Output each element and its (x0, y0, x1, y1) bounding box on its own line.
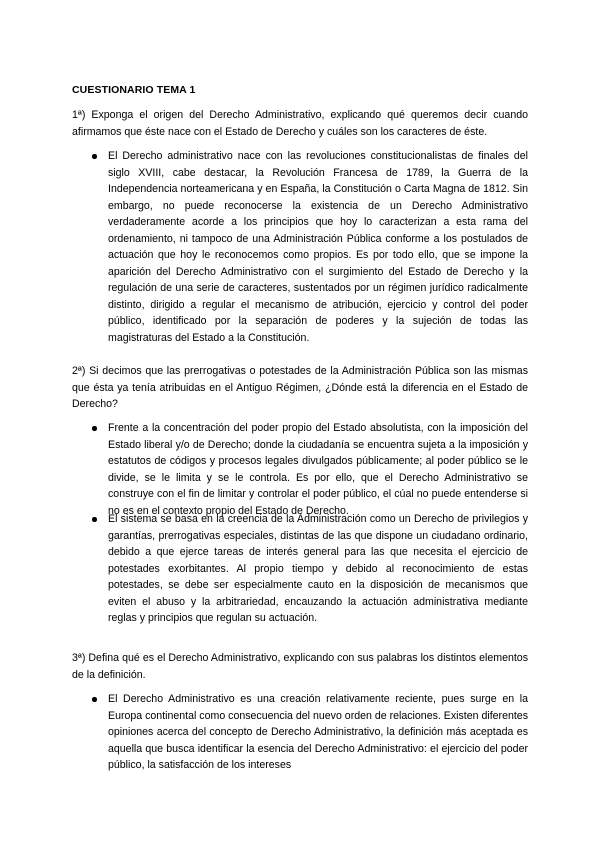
question-2: 2ª) Si decimos que las prerrogativas o potestades de la Administración Pública son las mismas que ésta ya tenía atribuidas en el Antiguo Régimen, ¿Dónde está la diferencia en el Estado de Derecho? (72, 365, 528, 410)
bullet-icon (92, 517, 97, 522)
question-1: 1ª) Exponga el origen del Derecho Administrativo, explicando qué queremos decir cuando afirmamos que éste nace con el Estado de Derecho y cuáles son los caracteres de éste. (72, 109, 528, 138)
bullet-icon (92, 154, 97, 159)
question-3: 3ª) Defina qué es el Derecho Administrativo, explicando con sus palabras los distintos elementos de la definición. (72, 652, 528, 681)
bullet-icon (92, 697, 97, 702)
bullet-text: El Derecho Administrativo es una creación relativamente reciente, pues surge en la Europa continental como consecuencia del nuevo orden de relaciones. Existen diferentes opiniones acerca del concepto de Derecho Administrativo, la definición más aceptada es aquella que busca identificar la esencia del Derecho Administrativo: el ejercicio del poder público, la satisfacción de los intereses (108, 693, 528, 771)
bullet-text: El Derecho administrativo nace con las revoluciones constitucionalistas de finales del siglo XVIII, cabe destacar, la Revolución Francesa de 1789, la Guerra de la Independencia norteamericana y en España, la Constitución o Carta Magna de 1812. Sin embargo, no puede reconocerse la existencia de un Derecho Administrativo verdaderamente acorde a los principios que hoy lo caracterizan a esta rama del ordenamiento, ni tampoco de una Administración Pública conforme a los postulados de actuación que hoy le reconocemos como propios. Es por todo ello, que se impone la aparición del Derecho Administrativo con el surgimiento del Estado de Derecho y la regulación de una serie de caracteres, sustentados por un régimen jurídico radicalmente distinto, dirigido a regular el mecanismo de atribución, ejercicio y control del poder público, identificado por la separación de poderes y la sujeción de todas las magistraturas del Estado a la Constitución. (108, 150, 528, 344)
bullet-text: El sistema se basa en la creencia de la Administración como un Derecho de privilegios y garantías, prerrogativas especiales, distintas de las que dispone un ciudadano ordinario, debido a que ejerce tareas de interés general para las que necesita el ejercicio de potestades exorbitantes. Al propio tiempo y debido al reconocimiento de estas potestades, se debe ser especialmente cauto en la disposición de mecanismos que eviten el abuso y la arbitrariedad, encauzando la actuación administrativa mediante reglas y principios que regulan su actuación. (108, 513, 528, 624)
bullet-icon (92, 426, 97, 431)
document-title: CUESTIONARIO TEMA 1 (72, 84, 196, 96)
bullet-text: Frente a la concentración del poder propio del Estado absolutista, con la imposición del Estado liberal y/o de Derecho; donde la ciudadanía se encuentra sujeta a la imposición y estatutos de códigos y procesos legales divulgados públicamente; al poder público se le divide, se le limita y se le controla. Es por ello, que el Derecho Administrativo se construye con el fin de limitar y controlar el poder público, el cúal no puede entenderse si no es en el contexto propio del Estado de Derecho. (108, 422, 528, 517)
